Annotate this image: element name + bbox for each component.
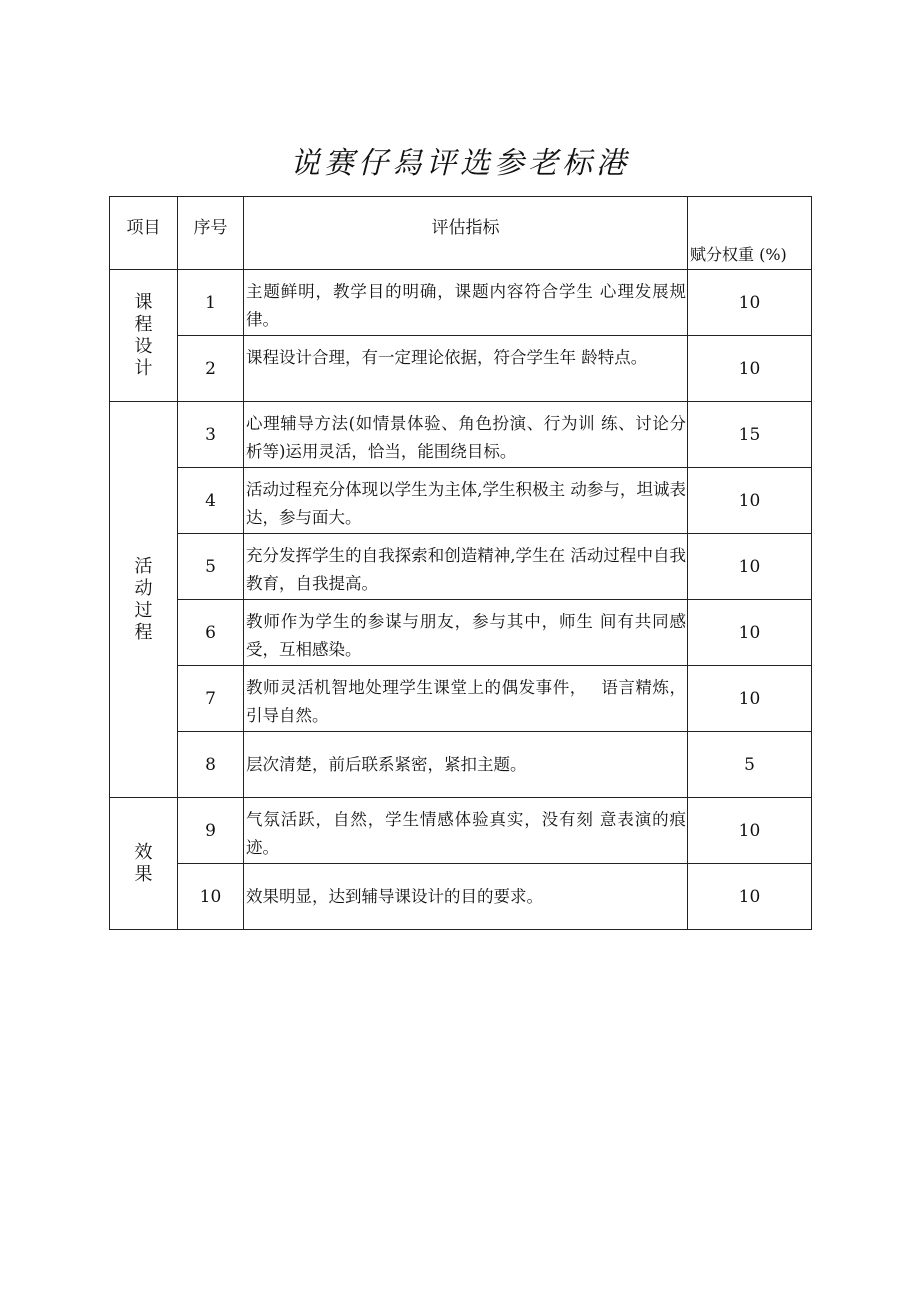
table-row — [110, 402, 812, 468]
row-weight: 10 — [688, 864, 812, 930]
page-title: 说赛仔舄评选参老标港 — [290, 146, 630, 181]
row-number: 4 — [178, 468, 244, 534]
row-weight: 5 — [688, 732, 812, 798]
row-number: 9 — [178, 798, 244, 864]
table-row — [110, 270, 812, 336]
row-weight: 15 — [688, 402, 812, 468]
row-weight: 10 — [688, 534, 812, 600]
header-indicator: 评估指标 — [244, 197, 688, 270]
header-seq: 序号 — [178, 197, 244, 270]
row-number: 5 — [178, 534, 244, 600]
table-row — [110, 534, 812, 600]
row-number: 10 — [178, 864, 244, 930]
evaluation-table — [109, 196, 812, 930]
table-row — [110, 336, 812, 402]
row-number: 8 — [178, 732, 244, 798]
category-effect: 效果 — [110, 798, 178, 930]
row-weight: 10 — [688, 666, 812, 732]
category-process: 活动过程 — [110, 402, 178, 798]
table-row — [110, 600, 812, 666]
row-indicator: 课程设计合理，有一定理论依据，符合学生年 龄特点。 — [244, 336, 688, 402]
row-weight: 10 — [688, 468, 812, 534]
table-row — [110, 666, 812, 732]
row-number: 1 — [178, 270, 244, 336]
row-weight: 10 — [688, 336, 812, 402]
row-indicator: 活动过程充分体现以学生为主体,学生积极主 动参与，坦诚表达，参与面大。 — [244, 468, 688, 534]
table-row — [110, 798, 812, 864]
row-indicator: 教师灵活机智地处理学生课堂上的偶发事件， 语言精炼，引导自然。 — [244, 666, 688, 732]
table-row — [110, 468, 812, 534]
row-indicator: 效果明显，达到辅导课设计的目的要求。 — [244, 864, 688, 930]
header-weight: 赋分权重 (%) — [688, 197, 812, 270]
row-number: 6 — [178, 600, 244, 666]
table-header-row — [110, 197, 812, 270]
row-number: 3 — [178, 402, 244, 468]
row-indicator: 层次清楚，前后联系紧密，紧扣主题。 — [244, 732, 688, 798]
category-design: 课程设计 — [110, 270, 178, 402]
row-number: 7 — [178, 666, 244, 732]
header-item: 项目 — [110, 197, 178, 270]
row-weight: 10 — [688, 270, 812, 336]
row-indicator: 心理辅导方法(如情景体验、角色扮演、行为训 练、讨论分析等)运用灵活，恰当，能围绕目标。 — [244, 402, 688, 468]
row-weight: 10 — [688, 600, 812, 666]
row-indicator: 教师作为学生的参谋与朋友，参与其中，师生 间有共同感受，互相感染。 — [244, 600, 688, 666]
row-indicator: 主题鲜明，教学目的明确，课题内容符合学生 心理发展规律。 — [244, 270, 688, 336]
row-indicator: 充分发挥学生的自我探索和创造精神,学生在 活动过程中自我教育，自我提高。 — [244, 534, 688, 600]
table-row — [110, 732, 812, 798]
row-number: 2 — [178, 336, 244, 402]
row-weight: 10 — [688, 798, 812, 864]
table-row — [110, 864, 812, 930]
row-indicator: 气氛活跃，自然，学生情感体验真实，没有刻 意表演的痕迹。 — [244, 798, 688, 864]
